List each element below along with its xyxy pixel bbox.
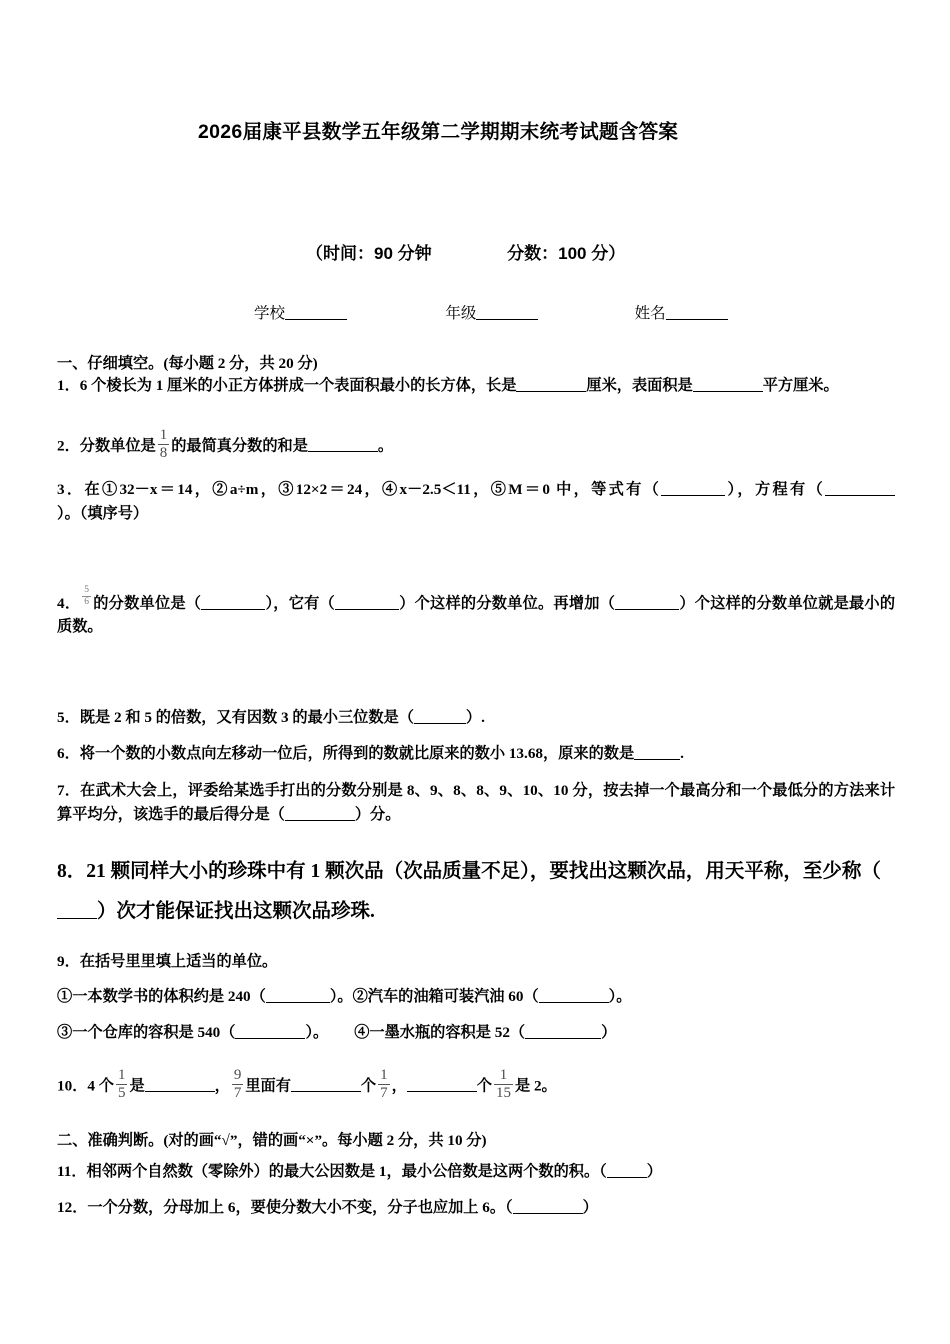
question-10 [57, 1068, 895, 1102]
question-number: 1． [57, 377, 80, 394]
fraction-numerator: 9 [233, 1067, 242, 1083]
section-heading-1: 一、仔细填空。(每小题 2 分，共 20 分) [57, 355, 318, 372]
sub-text: ①一本数学书的体积约是 240（ [57, 988, 266, 1005]
sub-text: ）。 [608, 988, 632, 1005]
question-text: . [680, 745, 684, 762]
question-3 [57, 478, 895, 525]
sub-text: ③一个仓库的容积是 540（ [57, 1024, 236, 1041]
question-text: 的最简真分数的和是 [171, 437, 308, 455]
school-label: 学校 [254, 305, 286, 322]
question-1 [57, 374, 895, 398]
question-text: 既是 2 和 5 的倍数，又有因数 3 的最小三位数是（ [79, 709, 414, 726]
question-text: 是 [129, 1077, 145, 1095]
question-7 [57, 779, 895, 826]
sub-text: ） [601, 1024, 617, 1041]
answer-blank[interactable] [539, 989, 609, 1003]
question-number: 12． [57, 1199, 88, 1216]
answer-blank[interactable] [266, 989, 330, 1003]
grade-field [445, 301, 538, 323]
page-title: 2026届康平县数学五年级第二学期期末统考试题含答案 [198, 121, 679, 143]
answer-blank[interactable] [516, 378, 586, 392]
identity-line [0, 301, 950, 323]
answer-blank[interactable] [693, 378, 763, 392]
fraction-five-sixths [82, 586, 91, 608]
question-text: ），它有（ [265, 594, 335, 612]
question-number: 3． [57, 481, 85, 498]
sub-text: ）。②汽车的油箱可装汽油 60（ [329, 988, 539, 1005]
answer-blank[interactable] [525, 1025, 601, 1039]
question-text: ， [214, 1077, 230, 1095]
question-text: 的分数单位是（ [93, 594, 202, 612]
question-9-sub-2 [57, 1021, 895, 1045]
answer-blank[interactable] [291, 1078, 361, 1092]
exam-score-label: 分数：100 分） [507, 244, 626, 263]
question-number: 10． [57, 1077, 88, 1095]
question-text: 6 个棱长为 1 厘米的小正方体拼成一个表面积最小的长方体，长是 [79, 377, 517, 394]
fraction-nine-sevenths [232, 1068, 244, 1102]
question-number: 4． [57, 594, 81, 612]
question-number: 5． [57, 709, 80, 726]
question-5 [57, 706, 895, 730]
question-number: 8． [57, 861, 87, 882]
question-text: 个 [476, 1077, 492, 1095]
question-text: 在武术大会上，评委给某选手打出的分数分别是 8、9、8、8、9、10、10 分，按去掉一个最高分和一个最低分的方法来计算平均分，该选手的最后得分是（ [57, 782, 896, 823]
fraction-denominator: 6 [84, 596, 90, 607]
fraction-one-fifth [116, 1068, 128, 1102]
answer-blank[interactable] [414, 710, 466, 724]
answer-blank[interactable] [145, 1078, 215, 1092]
question-text: 里面有 [245, 1077, 291, 1095]
question-text: 是 2。 [514, 1077, 557, 1095]
fraction-numerator: 1 [159, 427, 168, 443]
question-text: ） [646, 1163, 662, 1180]
question-number: 7． [57, 782, 81, 799]
answer-blank[interactable] [235, 1025, 305, 1039]
fraction-denominator: 8 [159, 444, 168, 461]
fraction-denominator: 5 [117, 1084, 126, 1101]
question-text: 21 颗同样大小的珍珠中有 1 颗次品（次品质量不足），要找出这颗次品，用天平称，至少称（ [86, 861, 881, 882]
question-number: 2． [57, 437, 80, 455]
name-label: 姓名 [634, 305, 666, 322]
question-9 [57, 950, 895, 974]
question-text: 相邻两个自然数（零除外）的最大公因数是 1，最小公倍数是这两个数的积。（ [86, 1163, 607, 1180]
question-text: 分数单位是 [79, 437, 156, 455]
question-text: ）次才能保证找出这颗次品珍珠. [97, 900, 375, 922]
answer-blank[interactable] [407, 1078, 477, 1092]
grade-blank [476, 305, 538, 320]
fraction-numerator: 1 [380, 1067, 388, 1083]
question-12 [57, 1196, 895, 1220]
question-number: 11． [57, 1163, 87, 1180]
question-text: ） [582, 1199, 598, 1216]
question-8 [57, 852, 897, 932]
school-field [254, 301, 347, 323]
fraction-one-eighth [158, 428, 170, 462]
grade-label: 年级 [445, 305, 477, 322]
question-text: 个 [360, 1077, 377, 1095]
fraction-numerator: 5 [84, 585, 90, 595]
fraction-denominator: 15 [495, 1084, 511, 1101]
fraction-one-seventh [378, 1068, 390, 1102]
question-text: 将一个数的小数点向左移动一位后，所得到的数就比原来的数小 13.68，原来的数是 [79, 745, 635, 762]
answer-blank[interactable] [308, 438, 378, 452]
exam-time-label: （时间：90 分钟 [306, 244, 432, 263]
question-number: 9． [57, 953, 80, 970]
answer-blank[interactable] [825, 482, 895, 496]
name-field [635, 301, 728, 323]
answer-blank[interactable] [607, 1164, 647, 1178]
question-text: ）分。 [354, 805, 401, 823]
answer-blank[interactable] [285, 807, 355, 821]
answer-blank[interactable] [513, 1200, 583, 1214]
question-text: ）。（填序号） [57, 504, 149, 522]
answer-blank[interactable] [335, 596, 399, 610]
question-text: ）个这样的分数单位就是最小的质数。 [57, 594, 896, 636]
section-heading-2: 二、准确判断。(对的画“√”，错的画“×”。每小题 2 分，共 10 分) [57, 1132, 487, 1149]
question-text: 4 个 [87, 1077, 114, 1095]
answer-blank[interactable] [615, 596, 679, 610]
question-2 [57, 428, 895, 462]
question-text: 厘米，表面积是 [586, 377, 693, 394]
question-6 [57, 742, 895, 766]
name-blank [666, 305, 728, 320]
question-4 [57, 586, 895, 639]
answer-blank[interactable] [634, 746, 680, 760]
question-text: ， [391, 1077, 407, 1095]
answer-blank[interactable] [661, 482, 725, 496]
question-text: 平方厘米。 [762, 377, 839, 394]
exam-meta-line [0, 239, 950, 264]
answer-blank[interactable] [201, 596, 265, 610]
sub-text: ④一墨水瓶的容积是 52（ [354, 1024, 526, 1041]
question-text: 在括号里里填上适当的单位。 [79, 953, 278, 970]
fraction-denominator: 7 [380, 1084, 388, 1101]
question-text: ）个这样的分数单位。再增加（ [398, 594, 616, 612]
question-11 [57, 1160, 895, 1184]
question-text: 在①32－x＝14，②a÷m，③12×2＝24，④x－2.5＜11，⑤M＝0 中，等式有（ [84, 481, 662, 498]
question-text: 。 [377, 437, 394, 455]
question-text: ）. [465, 709, 485, 726]
fraction-denominator: 7 [233, 1084, 242, 1101]
question-text: ），方程有（ [725, 481, 825, 498]
school-blank [285, 305, 347, 320]
fraction-numerator: 1 [117, 1067, 126, 1083]
question-9-sub-1 [57, 985, 895, 1009]
question-number: 6． [57, 745, 80, 762]
sub-text: ）。 [305, 1024, 329, 1041]
answer-blank[interactable] [57, 902, 97, 919]
fraction-numerator: 1 [499, 1067, 508, 1083]
fraction-one-fifteenth [494, 1068, 513, 1102]
question-text: 一个分数，分母加上 6，要使分数大小不变，分子也应加上 6。（ [87, 1199, 513, 1216]
